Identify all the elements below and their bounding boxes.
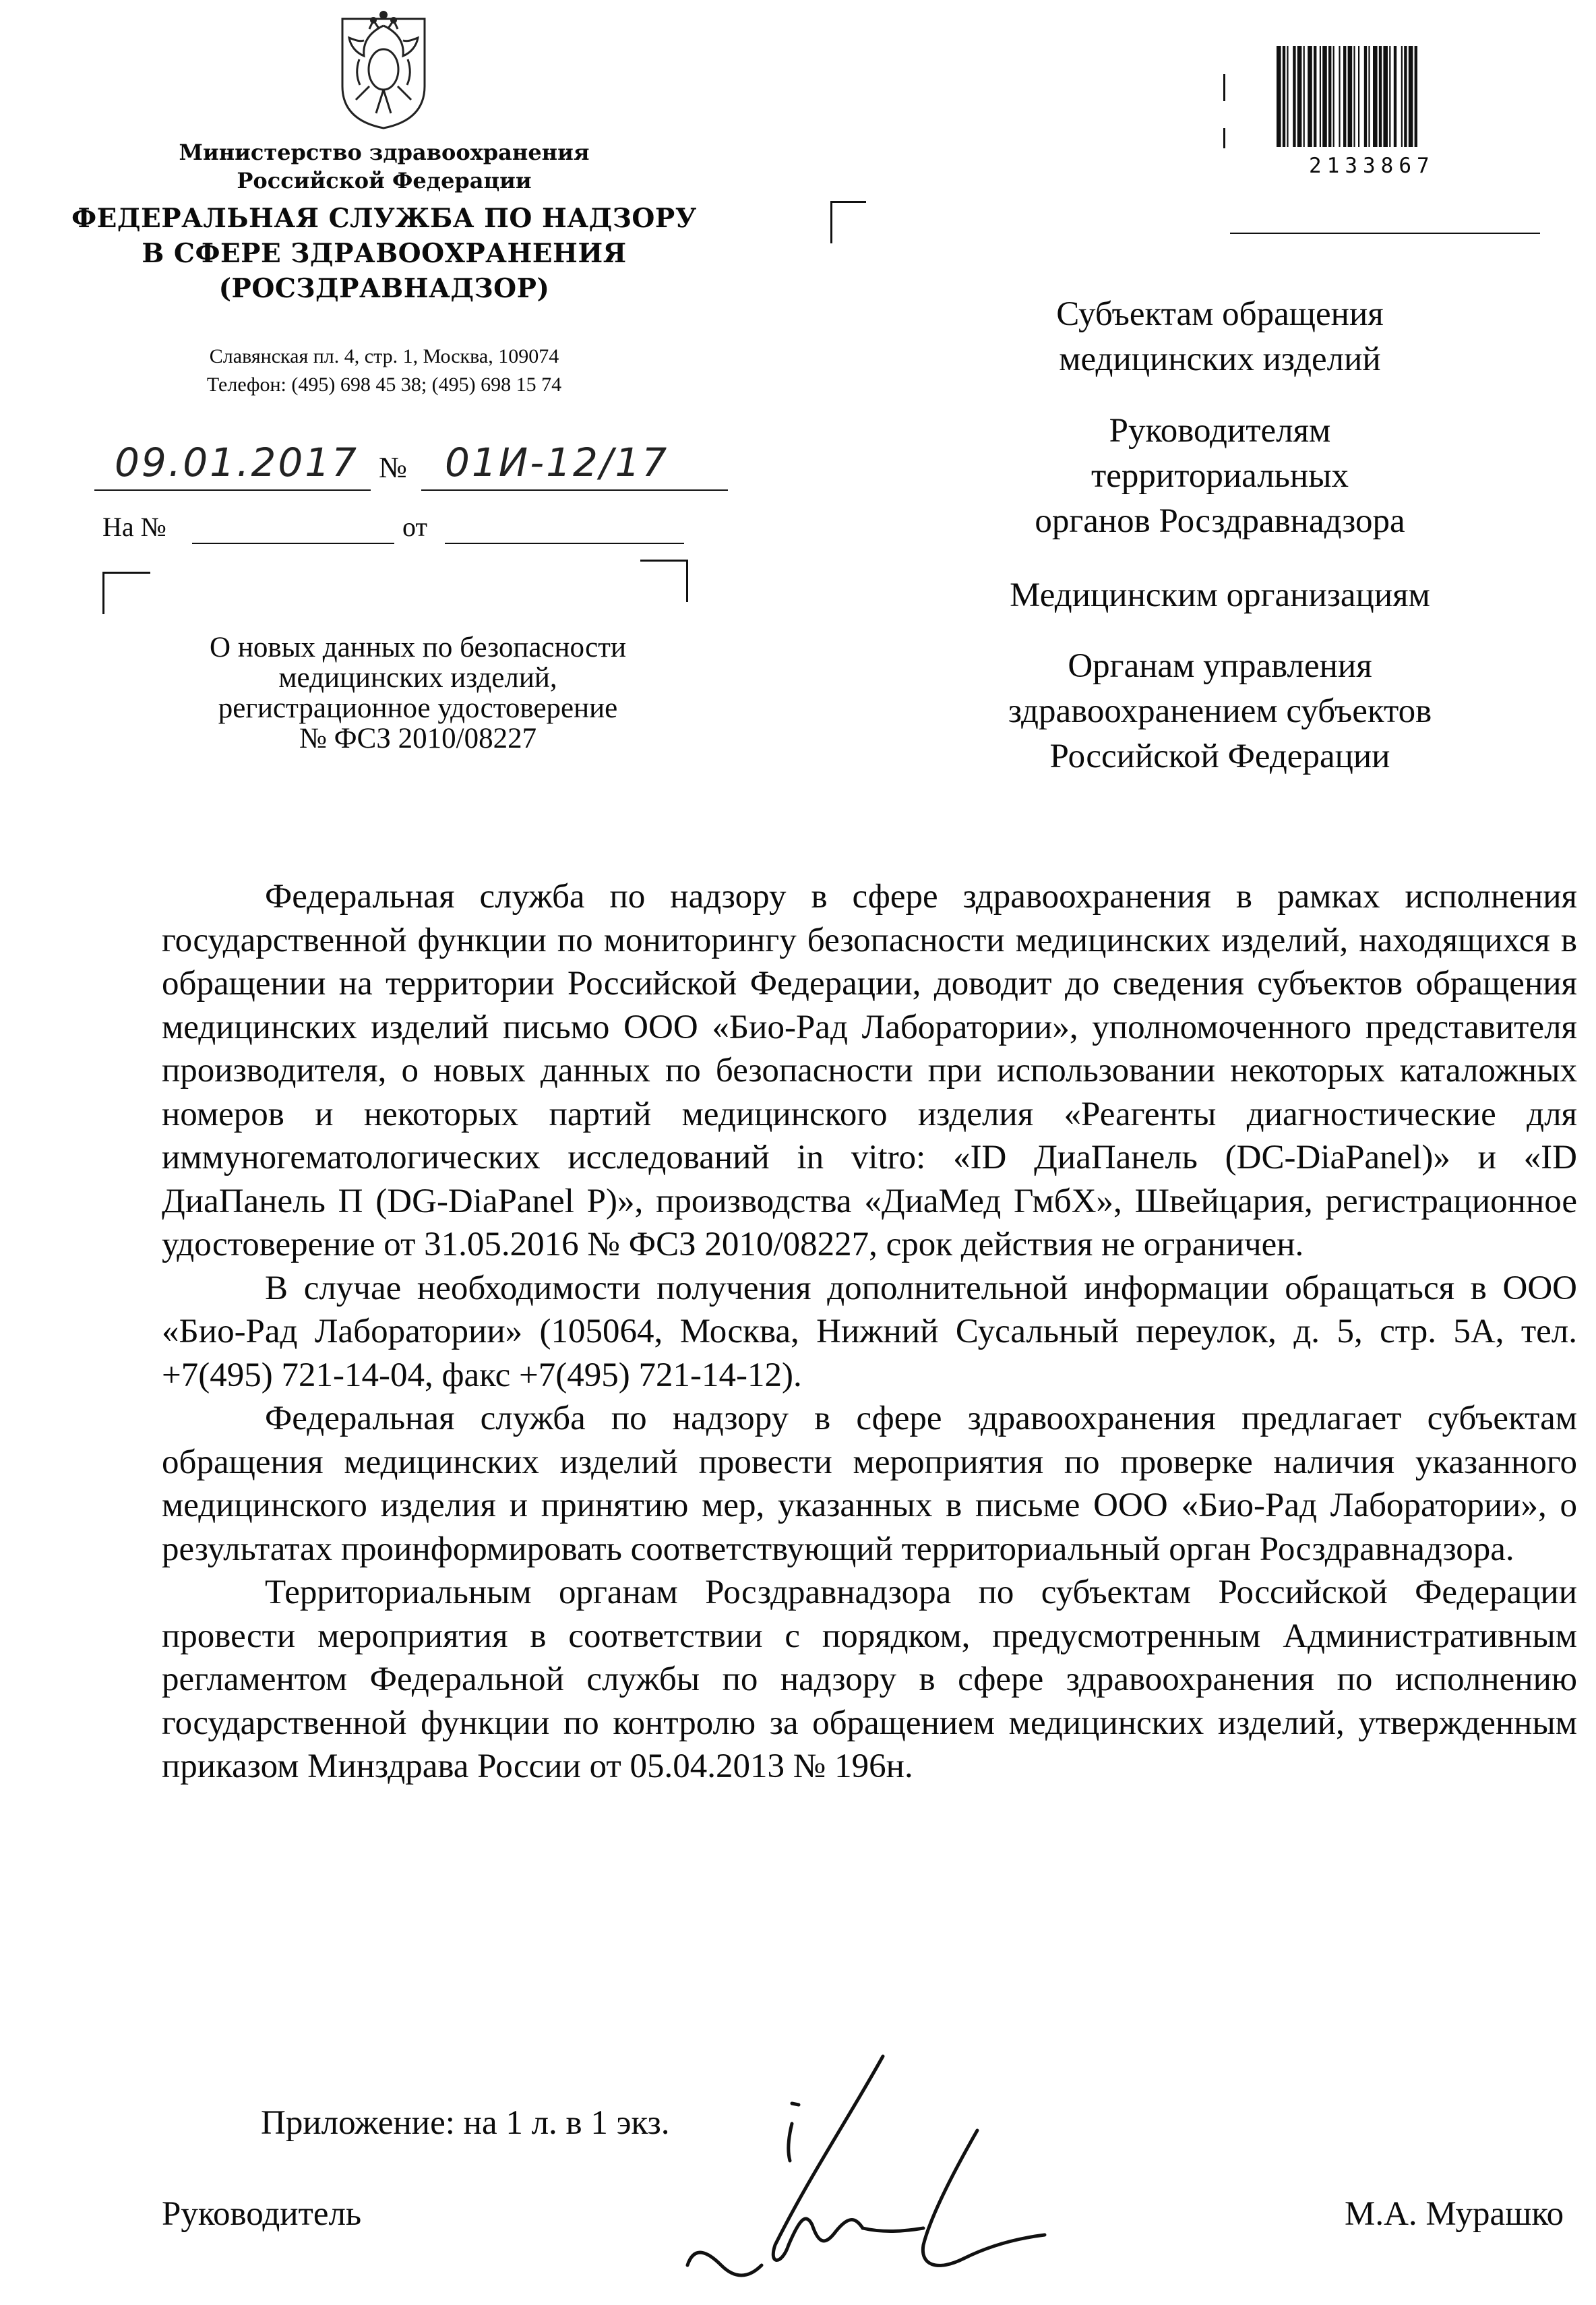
barcode-bar	[1328, 46, 1331, 147]
barcode-bar	[1308, 46, 1312, 147]
signatory-position: Руководитель	[162, 2195, 362, 2233]
reference-number-line	[192, 543, 394, 544]
barcode-bar	[1364, 46, 1367, 147]
registration-date: 09.01.2017	[115, 440, 359, 485]
subject-line2: медицинских изделий,	[278, 662, 557, 694]
recipients-corner-left	[830, 201, 866, 243]
registration-number: 01И-12/17	[445, 440, 669, 485]
reference-from-line	[445, 543, 684, 544]
barcode-bar	[1353, 46, 1355, 147]
barcode-bar	[1415, 46, 1417, 147]
body-paragraph-3: Федеральная служба по надзору в сфере здравоохранения предлагает субъектам обращения медицинских изделий провести мероприятия по проверке наличия указанного медицинского изделия и принятию мер, указанных в письме ООО «Био-Рад Лаборатории», о результатах проинформировать соответствующий территориальный орган Росздравнадзора.	[162, 1400, 1577, 1568]
barcode-bar	[1277, 46, 1281, 147]
barcode-bar	[1343, 46, 1346, 147]
barcode-bar	[1389, 46, 1390, 147]
signatory-name: М.А. Мурашко	[1345, 2195, 1564, 2233]
barcode-bar	[1320, 46, 1321, 147]
barcode-bar	[1314, 46, 1316, 147]
registration-number-label: №	[379, 451, 407, 484]
barcode-bar	[1322, 46, 1327, 147]
registration-date-underline	[94, 489, 371, 491]
recipient-4-line2: здравоохранением субъектов	[1008, 692, 1432, 730]
service-name-line3: (РОСЗДРАВНАДЗОР)	[218, 273, 550, 304]
barcode-bar	[1401, 46, 1403, 147]
service-name-line2: В СФЕРЕ ЗДРАВООХРАНЕНИЯ	[142, 238, 627, 269]
barcode-bar	[1383, 46, 1388, 147]
barcode-bar	[1394, 46, 1396, 147]
reference-number-label: На №	[102, 512, 166, 542]
body-paragraph-4: Территориальным органам Росздравнадзора по субъектам Российской Федерации провести мероприятия в соответствии с порядком, предусмотренным Административным регламентом Федеральной службы по надзору в сфере здравоохранения по исполнению государственной функции по контролю за обращением медицинских изделий, утвержденным приказом Минздрава России от 05.04.2013 № 196н.	[162, 1574, 1577, 1785]
barcode-bar	[1283, 46, 1285, 147]
barcode-tick-mark	[1223, 74, 1225, 101]
barcode-bar	[1368, 46, 1370, 147]
ministry-name-line1: Министерство здравоохранения	[179, 140, 590, 165]
recipient-4-line1: Органам управления	[1068, 647, 1372, 685]
handwritten-signature	[681, 2043, 1058, 2299]
registration-number-underline	[421, 489, 728, 491]
service-address: Славянская пл. 4, стр. 1, Москва, 109074	[209, 345, 559, 367]
subject-line3: регистрационное удостоверение	[218, 692, 618, 724]
barcode-bar	[1303, 46, 1305, 147]
attachment-note: Приложение: на 1 л. в 1 экз.	[261, 2104, 670, 2142]
barcode-bar	[1358, 46, 1359, 147]
body-paragraph-2: В случае необходимости получения дополнительной информации обращаться в ООО «Био-Рад Лаборатории» (105064, Москва, Нижний Сусальный переулок, д. 5, стр. 5А, тел. +7(495) 721-14-04, факс +7(495) 721-14-12).	[162, 1269, 1577, 1394]
recipient-2-line1: Руководителям	[1109, 412, 1331, 450]
body-paragraph-1: Федеральная служба по надзору в сфере здравоохранения в рамках исполнения государственной функции по мониторингу безопасности медицинских изделий, находящихся в обращении на территории Российской Федерации, доводит до сведения субъектов обращения медицинских изделий письмо ООО «Био-Рад Лаборатории», уполномоченного представителя производителя, о новых данных по безопасности при использовании некоторых каталожных номеров и некоторых партий медицинского изделия «Реагенты диагностические для иммуногематологических исследований in vitro: «ID ДиаПанель (DC-DiaPanel)» и «ID ДиаПанель П (DG-DiaPanel P)», производства «ДиаМед ГмбХ», Швейцария, регистрационное удостоверение от 31.05.2016 № ФСЗ 2010/08227, срок действия не ограничен.	[162, 878, 1577, 1263]
recipient-1-line1: Субъектам обращения	[1056, 295, 1384, 333]
barcode-tick-mark-2	[1223, 128, 1225, 148]
subject-line4: № ФСЗ 2010/08227	[299, 723, 537, 754]
letter-body	[162, 875, 1577, 1789]
barcode-number: 2133867	[1309, 154, 1435, 178]
recipient-3-line1: Медицинским организациям	[1010, 576, 1430, 614]
service-name-line1: ФЕДЕРАЛЬНАЯ СЛУЖБА ПО НАДЗОРУ	[71, 203, 697, 234]
ministry-name-line2: Российской Федерации	[237, 168, 532, 193]
barcode-bar	[1348, 46, 1353, 147]
coat-of-arms-emblem	[329, 5, 438, 131]
barcode-bar	[1409, 46, 1413, 147]
subject-corner-left	[102, 572, 150, 614]
barcode-bar	[1404, 46, 1407, 147]
service-phone: Телефон: (495) 698 45 38; (495) 698 15 74	[206, 373, 562, 396]
recipient-2-line2: территориальных	[1091, 457, 1349, 495]
barcode-bar	[1297, 46, 1302, 147]
barcode	[1267, 46, 1449, 178]
subject-corner-right	[640, 560, 688, 602]
barcode-bar	[1333, 46, 1334, 147]
reference-from-label: от	[402, 512, 427, 542]
barcode-bar	[1379, 46, 1382, 147]
recipient-1-line2: медицинских изделий	[1059, 340, 1381, 378]
recipient-2-line3: органов Росздравнадзора	[1035, 502, 1405, 540]
subject-line1: О новых данных по безопасности	[210, 632, 626, 663]
barcode-bar	[1287, 46, 1288, 147]
barcode-underline	[1230, 233, 1540, 234]
barcode-bar	[1339, 46, 1340, 147]
barcode-bar	[1373, 46, 1378, 147]
barcode-bar	[1293, 46, 1295, 147]
recipient-4-line3: Российской Федерации	[1049, 738, 1390, 775]
